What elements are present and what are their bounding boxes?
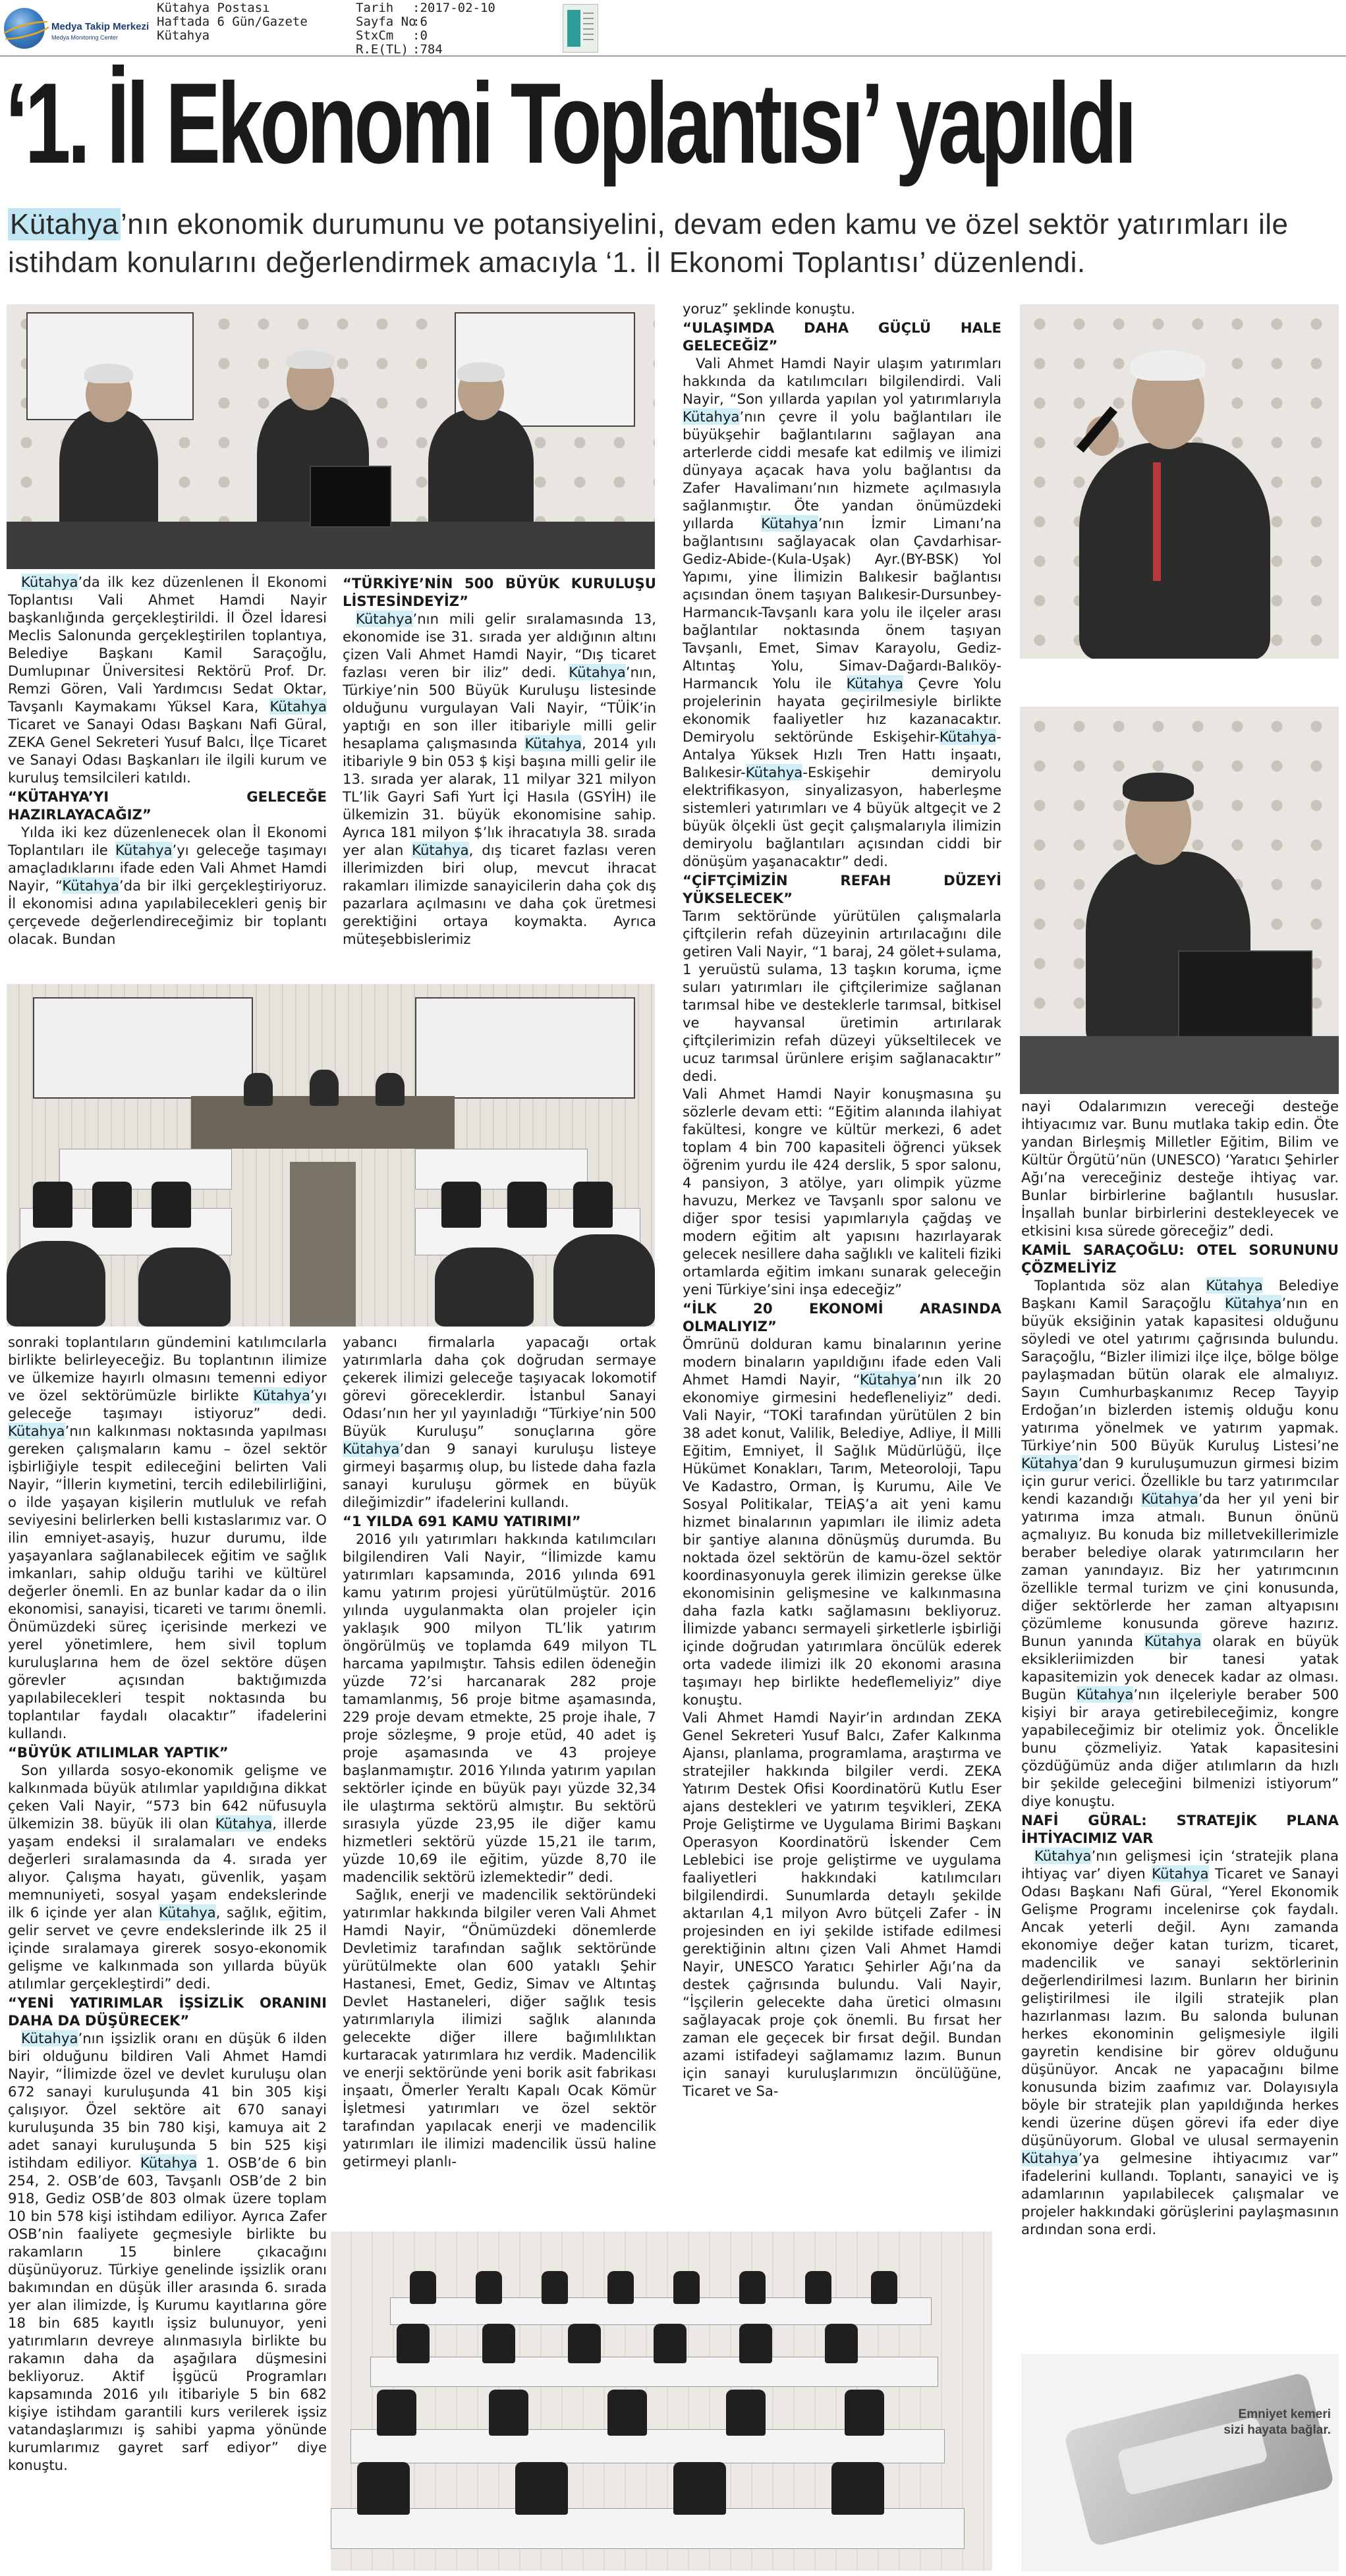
subheading: “ULAŞIMDA DAHA GÜÇLÜ HALE GELECEĞİZ” (683, 319, 1001, 354)
paragraph: Kütahya’nın mili gelir sıralamasında 13, ekonomide ise 31. sırada yer aldığının altını çizen Vali Ahmet Hamdi Nayir, “Dış ticaret fazlası veren bir iliz” dedi. Kütahya’nın, Türkiye’nin 500 Büyük Kuruluşu listesinde olduğunu vurgulayan Vali Nayir, “TÜİK’in yaptığı en son iller itibariyle milli gelir hesaplama çalışmasında Kütahya, 2014 yılı itibariyle 9 bin 053 $ kişi başına milli gelir ile 13. sırada yer alarak, 11 milyar 321 milyon TL’lik Gayri Safi Yurt İçi Hasıla (GSYİH) ile ülkemizin 31. büyük ekonomisine sahip. Ayrıca 181 milyon $’lık ihracatıyla 38. sırada yer alan Kütahya, dış ticaret fazlası veren illerimizden biri olup, mevcut ihracat rakamları ilimizde sanayicilerin daha çok dış pazarlara açılmasını ve daha çok üretmesi gerektiğini ortaya koymakta. Ayrıca müteşebbislerimiz (343, 611, 656, 947)
logo-name: Medya Takip Merkezi (51, 21, 150, 32)
subheading: “ÇİFTÇİMİZİN REFAH DÜZEYİ YÜKSELECEK” (683, 872, 1001, 906)
paragraph: yoruz” şeklinde konuştu. (683, 300, 856, 317)
paragraph: Tarım sektöründe yürütülen çalışmalarla çiftçilerin refah düzeyinin artırılacağını dile getiren Vali Nayir, “1 baraj, 24 gölet+sulama, 1 yeruüstü sulama, 13 taşkın koruma, içme suları yatırımları ile çiftçilerimize sağlanan tarımsal hibe ve desteklerle tarımsal, bitkisel ve hayvansal üretimin artırılarak çiftçilerimizin refah düzeyi yükseltilecek ve ucuz tarımsal ürünlere erişim sağlanacaktır” dedi. (683, 908, 1001, 1084)
ad-text (1206, 2407, 1331, 2438)
publication-frequency: Haftada 6 Gün/Gazete (157, 14, 308, 29)
paragraph: Yılda iki kez düzenlenecek olan İl Ekonomi Toplantıları ile Kütahya’yı geleceğe taşımayı amaçladıklarını ifade eden Vali Ahmet Hamdi Nayir, “Kütahya’da bir ilki gerçekleştiriyoruz. İl ekonomisi adına yapılabilecekleri geniş bir çerçevede değerlendireceğimiz bir toplantı olacak. Bundan (8, 824, 327, 947)
clipping-meta (356, 1, 495, 57)
photo-audience (331, 2232, 992, 2571)
column-2-top (343, 573, 656, 948)
article-headline: ‘1. İl Ekonomi Toplantısı’ yapıldı (5, 59, 1134, 187)
media-monitoring-logo (4, 4, 162, 50)
subheading: “TÜRKİYE’NİN 500 BÜYÜK KURULUŞU LİSTESİNDEYİZ” (343, 575, 656, 609)
publication-name: Kütahya Postası (157, 1, 270, 15)
stxcm-value: :0 (412, 28, 428, 43)
paragraph: Vali Ahmet Hamdi Nayir’in ardından ZEKA Genel Sekreteri Yusuf Balcı, Zafer Kalkınma Ajansı, planlama, programlama, araştırma ve stratejiler hakkında bilgiler verdi. ZEKA Yatırım Destek Ofisi Koordinatörü Kutlu Eser ajans destekleri ve yatırım teşvikleri, ZEKA Proje Geliştirme ve Uygulama Birimi Başkanı Operasyon Koordinatörü İskender Cem Leblebici ise proje geliştirme ve uygulama faaliyetleri hakkındaki katılımcıları bilgilendirdi. Sunumlarda detaylı şekilde aktarılan 4,1 milyon Avro bütçeli Zafer - İN projesinden en iyi şekilde istifade edilmesi gerektiğinin altını çizen Vali Ahmet Hamdi Nayir, UNESCO Yaratıcı Şehirler Ağı’na da destek çağrısında bulundu. Vali Nayir, “İşçilerin gelecekte daha üretici olmasını sağlayacak proje çok önemli. Bu fırsat her zaman ele geçecek bir fırsat değil. Bundan azami istifadeyi sağlamamız lazım. Bunun için sanayi kuruluşlarımızın öncülüğüne, Ticaret ve Sa- (683, 1709, 1001, 2099)
column-4 (1021, 1097, 1339, 2238)
subheading: “1 YILDA 691 KAMU YATIRIMI” (343, 1513, 581, 1529)
paragraph: yabancı firmalarla yapacağı ortak yatırımlarla daha çok doğrudan sermaye çekerek ilimizi geleceğe taşıyacak lokomotif görevi göreceklerdir. İstanbul Sanayi Odası’nın her yıl yayınladığı “Türkiye’nin 500 Büyük Kuruluşu” sonuçlarına göre Kütahya’dan 9 sanayi kuruluşu listeye girmeyi başarmış olup, bu listede daha fazla sanayi kuruluşu görmek en büyük dileğimizdir” ifadelerini kullandı. (343, 1334, 656, 1510)
paragraph: Kütahya’da ilk kez düzenlenen İl Ekonomi Toplantısı Vali Ahmet Hamdi Nayir başkanlığında gerçekleştirildi. İl Özel İdaresi Meclis Salonunda gerçekleştirilen toplantıya, Belediye Başkanı Kamil Saraçoğlu, Dumlupınar Üniversitesi Rektörü Prof. Dr. Remzi Gören, Vali Yardımcısı Sedat Oktar, Tavşanlı Kaymakamı Yüksel Kara, Kütahya Ticaret ve Sanayi Odası Başkanı Nafi Güral, ZEKA Genel Sekreteri Yusuf Balcı, İlçe Ticaret ve Sanayi Odası Başkanları ile ilgili kurum ve kuruluş temsilcileri katıldı. (8, 574, 327, 786)
subheading: “BÜYÜK ATILIMLAR YAPTIK” (8, 1744, 229, 1761)
subheading: KAMİL SARAÇOĞLU: OTEL SORUNUNU ÇÖZMELİYİZ (1021, 1242, 1339, 1276)
ad-line-1: Emniyet kemeri (1238, 2407, 1331, 2421)
date-value: :2017-02-10 (412, 1, 495, 15)
subheading: “YENİ YATIRIMLAR İŞSİZLİK ORANINI DAHA DA DÜŞÜRECEK” (8, 1994, 327, 2029)
article-dek (8, 206, 1339, 282)
paragraph: Toplantıda söz alan Kütahya Belediye Başkanı Kamil Saraçoğlu Kütahya’nın en büyük eksiğinin yatak kapasitesi olduğunu söyledi ve otel yatırımı çağrısında bulundu. Saraçoğlu, “Bizler ilimizi ilçe ilçe, bölge bölge paylaşmadan bütün olarak ele almalıyız. Sayın Cumhurbaşkanımız Recep Tayyip Erdoğan’ın bizlerden istemiş olduğu konu yatırıma yönelmek ve yatırım yapmak. Türkiye’nin 500 Büyük Kuruluş Listesi’ne Kütahya’dan 9 kuruluşumuzun girmesi bizim için gurur verici. Özellikle bu tarz yatırımcılar kendi kazandığı Kütahya’da her yıl yeni bir yatırıma imza atmalı. Bunun önünü açmalıyız. Bu konuda biz milletvekillerimizle beraber belediye olarak yatırımcıların her zaman yanındayız. Biz her yatırımcının özellikle termal turizm ve çini konusunda, diğer sektörlerde her zaman altyapısını çözümleme konusunda göreve hazırız. Bunun yanında Kütahya olarak en büyük eksikleriimizden bir tanesi yatak kapasitemizin yok denecek kadar az olması. Bugün Kütahya’nın ilçeleriyle beraber 500 kişiyi bir araya getirebileceğimiz, kongre yapabileceğimiz bir otelimiz yok. Öncelikle bunu çözmeliyiz. Yatak kapasitesini çözdüğümüz anda diğer atılımların da hızlı bir şekilde geleceğini bilmenizi istiyorum” diye konuştu. (1021, 1277, 1339, 1809)
clipping-header (0, 0, 1346, 57)
date-label: Tarih (356, 1, 394, 15)
logo-tagline: Medya Monitoring Center (51, 34, 119, 41)
subheading: NAFİ GÜRAL: STRATEJİK PLANA İHTİYACIMIZ VAR (1021, 1812, 1339, 1846)
photo-meeting-hall (7, 984, 655, 1327)
re-label: R.E(TL) (356, 42, 409, 57)
page-thumbnail (563, 4, 598, 53)
re-value: :784 (412, 42, 443, 57)
page-value: :6 (412, 14, 428, 29)
page-label: Sayfa No (356, 14, 416, 29)
paragraph: Son yıllarda sosyo-ekonomik gelişme ve kalkınmada büyük atılımlar yapıldığına dikkat çeken Vali Nayir, “573 bin 642 nüfusuyla ülkemizin 38. büyük ili olan Kütahya, illerde yaşam endeksi il sıralamaları ve endeks değerleri sıralamasında da 4. sırada yer alıyor. Çalışma hayatı, güvenlik, yaşam memnuniyeti, sosyal yaşam endekslerinde ilk 6 içinde yer alan Kütahya, sağlık, eğitim, gelir servet ve çevre endekslerinde ilk 25 il içinde sıralamaya girerek sosyo-ekonomik gelişme ve kalkınmada son yıllarda büyük atılımlar gerçekleştirdi” dedi. (8, 1762, 327, 1992)
stxcm-label: StxCm (356, 28, 394, 43)
paragraph: 2016 yılı yatırımları hakkında katılımcıları bilgilendiren Vali Nayir, “İlimizde kamu yatırımları kapsamında, 2016 yılında 691 kamu yatırım projesi yürütülmüştür. 2016 yılında uygulanmakta olan projeler için yaklaşık 900 milyon TL’lik yatırım öngörülmüş ve toplamda 649 milyon TL harcama yapılmıştır. Tahsis edilen ödeneğin yüzde 72’si harcanarak 282 proje tamamlanmış, 56 proje bitme aşamasında, 229 proje devam etmekte, 25 proje ihale, 7 proje sözleşme, 9 proje etüd, 40 adet iş proje aşamasında ve 43 projeye başlanmamıştır. 2016 Yılında yatırım yapılan sektörler içinde en büyük payı yüzde 32,34 ile ulaştırma sektörü almıştır. Bu sektörü sırasıyla yüzde 23,95 ile diğer kamu hizmetleri sektörü yüzde 15,21 ile tarım, yüzde 10,69 ile eğitim, yüzde 8,70 ile madencilik sektörü izlemektedir” dedi. (343, 1531, 656, 1885)
paragraph: Ömrünü dolduran kamu binalarının yerine modern binaların yapıldığını ifade eden Vali Ahmet Hamdi Nayir, “Kütahya’nın ilk 20 ekonomiye girmesini hedefleneliyiz” dedi. Vali Nayir, “TOKİ tarafından yürütülen 2 bin 38 adet konut, Valilik, Belediye, Adliye, İl Milli Eğitim, Emniyet, İl Sağlık Müdürlüğü, İlçe Hükümet Konakları, Tarım, Meteoroloji, Tapu Ve Kadastro, Orman, İş Kurumu, Aile Ve Sosyal Politikalar, TEİAŞ’a ait yeni kamu hizmet binalarının yapımları ile ilimiz adeta bir şantiye alanına dönüşmüş durumda. Bu noktada özel sektörün de kamu-özel sektör koordinasyonuyla gerek ilimizin gerekse ülke ekonomisinin gelişmesine ve kalkınmasına daha fazla katkı sağlamasını bekliyoruz. İlimizde yabancı sermayeli şirketlerle işbirliği içinde doğrudan yatırımlara öncülük ederek orta vadede ilimizi ilk 20 ekonomi arasına taşımayı hep birlikte hedeflemeliyiz” diye konuştu. (683, 1336, 1002, 1708)
publication-city: Kütahya (157, 28, 210, 43)
photo-presenter-laptop (1020, 707, 1339, 1094)
dek-highlight: Kütahya (8, 208, 121, 240)
globe-icon (4, 8, 45, 49)
photo-speaker-microphone (1020, 304, 1339, 659)
column-1-bottom (8, 1333, 327, 2474)
dek-text: ’nın ekonomik durumunu ve potansiyelini, devam eden kamu ve özel sektör yatırımları ile istihdam konularını değerlendirmek amacıyla ‘1. İl Ekonomi Toplantısı’ düzenlendi. (8, 208, 1289, 279)
advertisement-seatbelt (1021, 2354, 1339, 2571)
column-3 (683, 300, 1001, 2100)
subheading: “KÜTAHYA’YI GELECEĞE HAZIRLAYACAĞIZ” (8, 788, 327, 823)
paragraph: nayi Odalarımızın vereceği desteğe ihtiyacımız var. Bunu mutlaka takip edin. Öte yandan Birleşmiş Milletler Eğitim, Bilim ve Kültür Örgütü’nün (UNESCO) ‘Yaratıcı Şehirler Ağı’na vereceğiniz desteğe ihtiyaç var. Bunlar birbirlerine bağlantılı hususlar. İnşallah bunlar birbirlerini destekleyecek ve etkisini kısa sürede göreceğiz” dedi. (1021, 1098, 1339, 1239)
paragraph: Vali Ahmet Hamdi Nayir ulaşım yatırımları hakkında da katılımcıları bilgilendirdi. Vali Nayir, “Son yıllarda yapılan yol yatırımlarıyla Kütahya’nın çevre il yolu bağlantıları ile büyükşehir bağlantılarını sağlayan ana arterlerde ciddi mesafe kat edilmiş ve ilimizi dünyaya açacak hava yolu bağlantısı da Zafer Havalimanı’nın hizmete açılmasıyla sağlanmıştır. Öte yandan önümüzdeki yıllarda Kütahya’nın İzmir Limanı’na bağlantısını sağlayacak olan Çavdarhisar-Gediz-Abide-(Kula-Uşak) Ayr.(BY-BSK) Yol Yapımı, yine İlimizin Balıkesir bağlantısı açısından önem taşıyan Balıkesir-Dursunbey-Harmancık-Tavşanlı kara yolu ile ilçeler arası bağlantılar noktasında önem taşıyan Tavşanlı, Emet, Simav Karayolu, Gediz-Altıntaş Yolu, Simav-Dağardı-Balıköy-Harmancık Yolu ile Kütahya Çevre Yolu projelerinin hayata geçirilmesiyle birlikte ekonomik faaliyetler hız kazanacaktır. Demiryolu sektöründe Eskişehir-Kütahya-Antalya Yüksek Hızlı Tren Hattı inşaatı, Balıkesir-Kütahya-Eskişehir demiryolu elektrifikasyon, sinyalizasyon, haberleşme sistemleri yatırımları ve 4 büyük altgeçit ve 2 büyük ölçekli üst geçit çalışmalarıyla ilimizin demiryolu bağlantıları açısından ciddi bir dönüşüm yaşanacaktır” dedi. (683, 355, 1002, 869)
photo-speakers-panel (7, 304, 655, 569)
subheading: “İLK 20 EKONOMİ ARASINDA OLMALIYIZ” (683, 1300, 1001, 1334)
paragraph: Kütahya’nın işsizlik oranı en düşük 6 ilden biri olduğunu bildiren Vali Ahmet Hamdi Nayir, “İlimizde özel ve devlet kuruluşu olan 672 sanayi kuruluşunda 41 bin 305 kişi çalışıyor. Özel sektöre ait 670 sanayi kuruluşunda 35 bin 780 kişi, kamuya ait 2 adet sanayi kuruluşunda 5 bin 525 kişi istihdam ediliyor. Kütahya 1. OSB’de 6 bin 254, 2. OSB’de 603, Tavşanlı OSB’de 2 bin 918, Gediz OSB’de 803 olmak üzere toplam 10 bin 578 kişi istihdam ediliyor. Ayrıca Zafer OSB’nin faaliyete geçmesiyle birlikte bu rakamların 15 binlere çıkacağını düşünüyoruz. Türkiye genelinde işsizlik oranı bakımından en düşük iller arasında 6. sırada yer alan ilimizde, İş Kurumu kayıtlarına göre 18 bin 685 kayıtlı işsiz bulunuyor, yeni yatırımların devreye alınmasıyla birlikte bu rakamın daha da aşağılara düşmesini bekliyoruz. Aktif İşgücü Programları kapsamında 2016 yılı itibariyle 5 bin 682 kişiye istihdam garantili kurs verilerek işsiz vatandaşlarımızı iş sahibi yapma yönünde kurumlarımız gayret sarf ediyor” diye konuştu. (8, 2030, 327, 2473)
ad-line-2: sizi hayata bağlar. (1223, 2423, 1331, 2437)
column-2-bottom (343, 1333, 656, 2170)
paragraph: Sağlık, enerji ve madencilik sektöründeki yatırımlar hakkında bilgiler veren Vali Ahmet Hamdi Nayir, “Önümüzdeki dönemlerde Devletimiz tarafından sağlık sektöründe yürütülmekte olan 600 yataklı Şehir Hastanesi, Emet, Gediz, Simav ve Altıntaş Devlet Hastaneleri, diğer sağlık tesis yatırımlarıyla ilimizi sağlık alanında gelecekte diğer illere bağımlılıktan kurtaracak yatırımlara hız verdik. Madencilik ve enerji sektöründe yeni borik asit fabrikası inşaatı, Ömerler Yeraltı Kapalı Ocak Kömür İşletmesi yatırımları ve özel sektör tarafından yapılacak enerji ve madencilik yatırımları ile ilimizi madencilik üssü haline getirmeyi planlı- (343, 1886, 656, 2170)
publication-info (157, 1, 308, 43)
column-1-top (8, 573, 327, 948)
paragraph: Kütahya’nın gelişmesi için ‘stratejik plana ihtiyaç var’ diyen Kütahya Ticaret ve Sanayi Odası Başkanı Nafi Güral, “Yerel Ekonomik Gelişme Programı incelenirse çok faydalı. Ancak yeterli değil. Aynı zamanda ekonomiye değer katan turizm, ticaret, madencilik ve sanayi sektörlerinin değerlendirilmesi lazım. Bunların her birinin geliştirilmesi ile ilgili stratejik plan hazırlanması lazım. Bu salonda bulunan herkes ekonominin gelişmesiyle ilgili gayretin kendisine bir görev olduğunu düşünüyor. Ancak ne yapacağını bilme konusunda bizim zaafımız var. Dolayısıyla böyle bir stratejik plan yapıldığında herkes kendi üzerine düşen görevi ifa eder diye düşünüyorum. Global ve ulusal sermayenin Kütahya’ya gelmesine ihtiyacımız var” ifadelerini kullandı. Toplantı, sanayici ve iş adamlarının yapılabilecek çalışmalar ve projeler hakkındaki görüşlerini paylaşmasının ardından sona erdi. (1021, 1848, 1339, 2237)
paragraph: Vali Ahmet Hamdi Nayir konuşmasına şu sözlerle devam etti: “Eğitim alanında ilahiyat fakültesi, kongre ve kültür merkezi, 6 adet toplam 4 bin 700 kapasiteli öğrenci yüksek öğrenim yurdu ile 424 derslik, 5 spor salonu, 4 pansiyon, 3 atölye, yarı olimpik yüzme havuzu, Merkez ve Tavşanlı spor salonu ve diğer spor tesisi yapımlarıyla çağdaş ve modern eğitim alt yapısını hazırlayarak gelecek nesillere daha sağlıklı ve kaliteli fiziki ortamlarda eğitim imkanı sunarak geleceğin yeni Türkiye’sini inşa edeceğiz” (683, 1085, 1001, 1298)
paragraph: sonraki toplantıların gündemini katılımcılarla birlikte belirleyeceğiz. Bu toplantının ilimize ve ülkemize hayırlı olmasını temenni ediyor ve özel sektörümüzle birlikte Kütahya’yı geleceğe taşımayı istiyoruz” dedi. Kütahya’nın kalkınması noktasında yapılması gereken çalışmaların kamu – özel sektör işbirliğiyle tespit edileceğini belirten Vali Nayir, “İllerin kıymetini, tercih edilebilirliğini, o ilde yaşayan kişilerin mutluluk ve refah seviyesini belirlerken belli kıstaslarımız var. O ilin emniyet-asayiş, huzur durumu, ilde yaşayanlara sağlanabilecek eğitim ve sağlık imkanları, sahip olduğu tarihi ve kültürel değerler önemli. En az bunlar kadar da o ilin ekonomisi, sanayisi, ticareti ve tarımı önemli. Önümüzdeki süreç içerisinde merkezi ve yerel yönetimlere, hem sivil toplum kuruluşlarına hem de özel sektöre düşen görevler açısından baktığımızda yapılabilecekleri tespit noktasında bu toplantılar faydalı olacaktır” ifadelerini kullandı. (8, 1334, 327, 1741)
